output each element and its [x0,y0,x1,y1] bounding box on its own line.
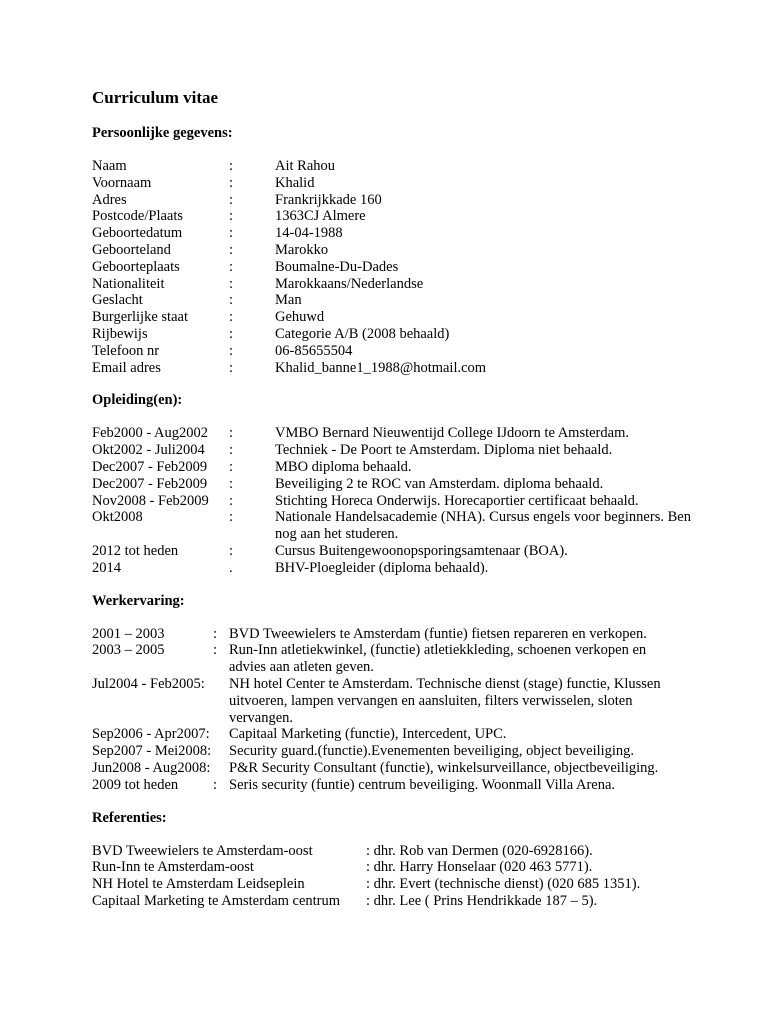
references-label: Capitaal Marketing te Amsterdam centrum [92,892,341,909]
personal-value: Categorie A/B (2008 behaald) [275,325,450,342]
personal-label: Geslacht [92,292,143,309]
work-label: 2003 – 2005 [92,642,165,659]
personal-separator: : [229,208,234,225]
work-label: Jul2004 - Feb2005: [92,675,205,692]
references-row [92,843,732,860]
education-value: Nationale Handelsacademie (NHA). Cursus engels voor beginners. Ben nog aan het studeren. [275,509,691,543]
references-value: : dhr. Harry Honselaar (020 463 5771). [366,859,593,876]
personal-value: 14-04-1988 [275,225,343,242]
references-label: Run-Inn te Amsterdam-oost [92,859,254,876]
work-separator [213,676,229,726]
personal-value: Marokkaans/Nederlandse [275,275,424,292]
education-label: Okt2008 [92,509,143,526]
personal-value: Marokko [275,241,329,258]
education-row [92,442,732,459]
personal-value: Frankrijkkade 160 [275,191,382,208]
personal-row [92,208,732,225]
work-row [92,760,732,777]
work-separator [213,743,229,760]
personal-separator: : [229,309,234,326]
education-value: BHV-Ploegleider (diploma behaald). [275,559,489,576]
personal-separator: : [229,225,234,242]
references-row [92,859,732,876]
personal-label: Telefoon nr [92,342,160,359]
work-row [92,777,732,794]
personal-label: Adres [92,191,127,208]
personal-separator: : [229,158,234,174]
references-label: BVD Tweewielers te Amsterdam-oost [92,842,313,859]
work-value: Capitaal Marketing (functie), Intercedent, UPC. [229,726,507,743]
work-separator: : [213,625,218,642]
education-row [92,493,732,510]
work-heading: Werkervaring: [92,592,185,609]
personal-label: Naam [92,158,127,174]
education-label: Okt2002 - Juli2004 [92,442,205,459]
education-row [92,459,732,476]
education-separator: : [229,425,234,442]
work-value: Security guard.(functie).Evenementen beveiliging, object beveiliging. [229,743,635,760]
personal-label: Postcode/Plaats [92,208,184,225]
education-separator: : [229,509,234,526]
references-value: : dhr. Evert (technische dienst) (020 685 1351). [366,876,641,893]
personal-separator: : [229,359,234,376]
personal-row [92,343,732,360]
education-label: Nov2008 - Feb2009 [92,492,209,509]
work-label: 2009 tot heden [92,776,179,793]
education-section [92,425,732,576]
work-label: Sep2007 - Mei2008: [92,743,212,760]
personal-label: Rijbewijs [92,325,148,342]
personal-heading: Persoonlijke gegevens: [92,125,233,141]
education-separator: : [229,492,234,509]
education-separator: : [229,442,234,459]
education-row [92,560,732,577]
personal-row [92,326,732,343]
personal-row [92,360,732,377]
references-value: : dhr. Rob van Dermen (020-6928166). [366,842,593,859]
personal-row [92,276,732,293]
personal-separator: : [229,325,234,342]
personal-label: Email adres [92,359,161,376]
education-label: 2014 [92,559,121,576]
personal-row [92,225,732,242]
education-separator: . [229,559,233,576]
work-row [92,676,732,726]
education-row [92,509,732,543]
personal-row [92,192,732,209]
education-value: Cursus Buitengewoonopsporingsamtenaar (BOA). [275,542,568,559]
personal-row [92,242,732,259]
education-label: Dec2007 - Feb2009 [92,475,208,492]
personal-label: Burgerlijke staat [92,309,188,326]
personal-label: Geboorteland [92,241,171,258]
work-label: 2001 – 2003 [92,625,165,642]
personal-separator: : [229,292,234,309]
personal-row [92,309,732,326]
references-heading: Referenties: [92,809,167,826]
personal-label: Voornaam [92,174,152,191]
document-title: Curriculum vitae [92,88,219,107]
personal-separator: : [229,275,234,292]
references-section [92,843,732,910]
work-value: BVD Tweewielers te Amsterdam (funtie) fietsen repareren en verkopen. [229,625,647,642]
education-heading: Opleiding(en): [92,392,183,409]
work-label: Jun2008 - Aug2008: [92,759,211,776]
work-row [92,726,732,743]
education-label: Feb2000 - Aug2002 [92,425,208,442]
education-value: MBO diploma behaald. [275,458,412,475]
personal-value: Boumalne-Du-Dades [275,258,399,275]
personal-row [92,259,732,276]
personal-value: Khalid_banne1_1988@hotmail.com [275,359,487,376]
personal-label: Nationaliteit [92,275,165,292]
personal-row [92,175,732,192]
references-row [92,876,732,893]
education-value: Stichting Horeca Onderwijs. Horecaportier certificaat behaald. [275,492,639,509]
work-label: Sep2006 - Apr2007: [92,726,210,743]
education-separator: : [229,475,234,492]
work-separator [213,726,229,743]
education-row [92,476,732,493]
references-label: NH Hotel te Amsterdam Leidseplein [92,876,305,893]
personal-label: Geboortedatum [92,225,183,242]
personal-value: Ait Rahou [275,158,336,174]
education-label: 2012 tot heden [92,542,179,559]
work-row [92,626,732,643]
personal-label: Geboorteplaats [92,258,180,275]
personal-separator: : [229,258,234,275]
personal-row [92,292,732,309]
work-value: Run-Inn atletiekwinkel, (functie) atletiekkleding, schoenen verkopen en advies aan atleten geven. [229,642,647,676]
work-separator: : [213,776,218,793]
education-value: Beveiliging 2 te ROC van Amsterdam. diploma behaald. [275,475,604,492]
references-row [92,893,732,910]
work-value: P&R Security Consultant (functie), winkelsurveillance, objectbeveiliging. [229,759,659,776]
personal-value: Man [275,292,302,309]
personal-value: 1363CJ Almere [275,208,366,225]
personal-separator: : [229,241,234,258]
education-value: Techniek - De Poort te Amsterdam. Diploma niet behaald. [275,442,613,459]
references-value: : dhr. Lee ( Prins Hendrikkade 187 – 5). [366,892,598,909]
education-row [92,543,732,560]
work-section [92,626,732,794]
education-separator: : [229,542,234,559]
education-row [92,425,732,442]
personal-value: Gehuwd [275,309,325,326]
personal-row [92,158,732,175]
education-value: VMBO Bernard Nieuwentijd College IJdoorn te Amsterdam. [275,425,629,442]
cv-document [92,88,732,910]
education-separator: : [229,458,234,475]
personal-value: Khalid [275,174,315,191]
personal-separator: : [229,191,234,208]
work-row [92,642,732,676]
personal-separator: : [229,174,234,191]
work-separator: : [213,642,218,659]
work-row [92,743,732,760]
personal-separator: : [229,342,234,359]
education-label: Dec2007 - Feb2009 [92,458,208,475]
work-value: NH hotel Center te Amsterdam. Technische dienst (stage) functie, Klussen uitvoeren, lampen vervangen en aansluiten, filters verwisselen, sloten vervangen. [229,675,661,726]
personal-section [92,158,732,376]
work-value: Seris security (funtie) centrum beveiliging. Woonmall Villa Arena. [229,776,616,793]
personal-value: 06-85655504 [275,342,353,359]
work-separator [213,760,229,777]
